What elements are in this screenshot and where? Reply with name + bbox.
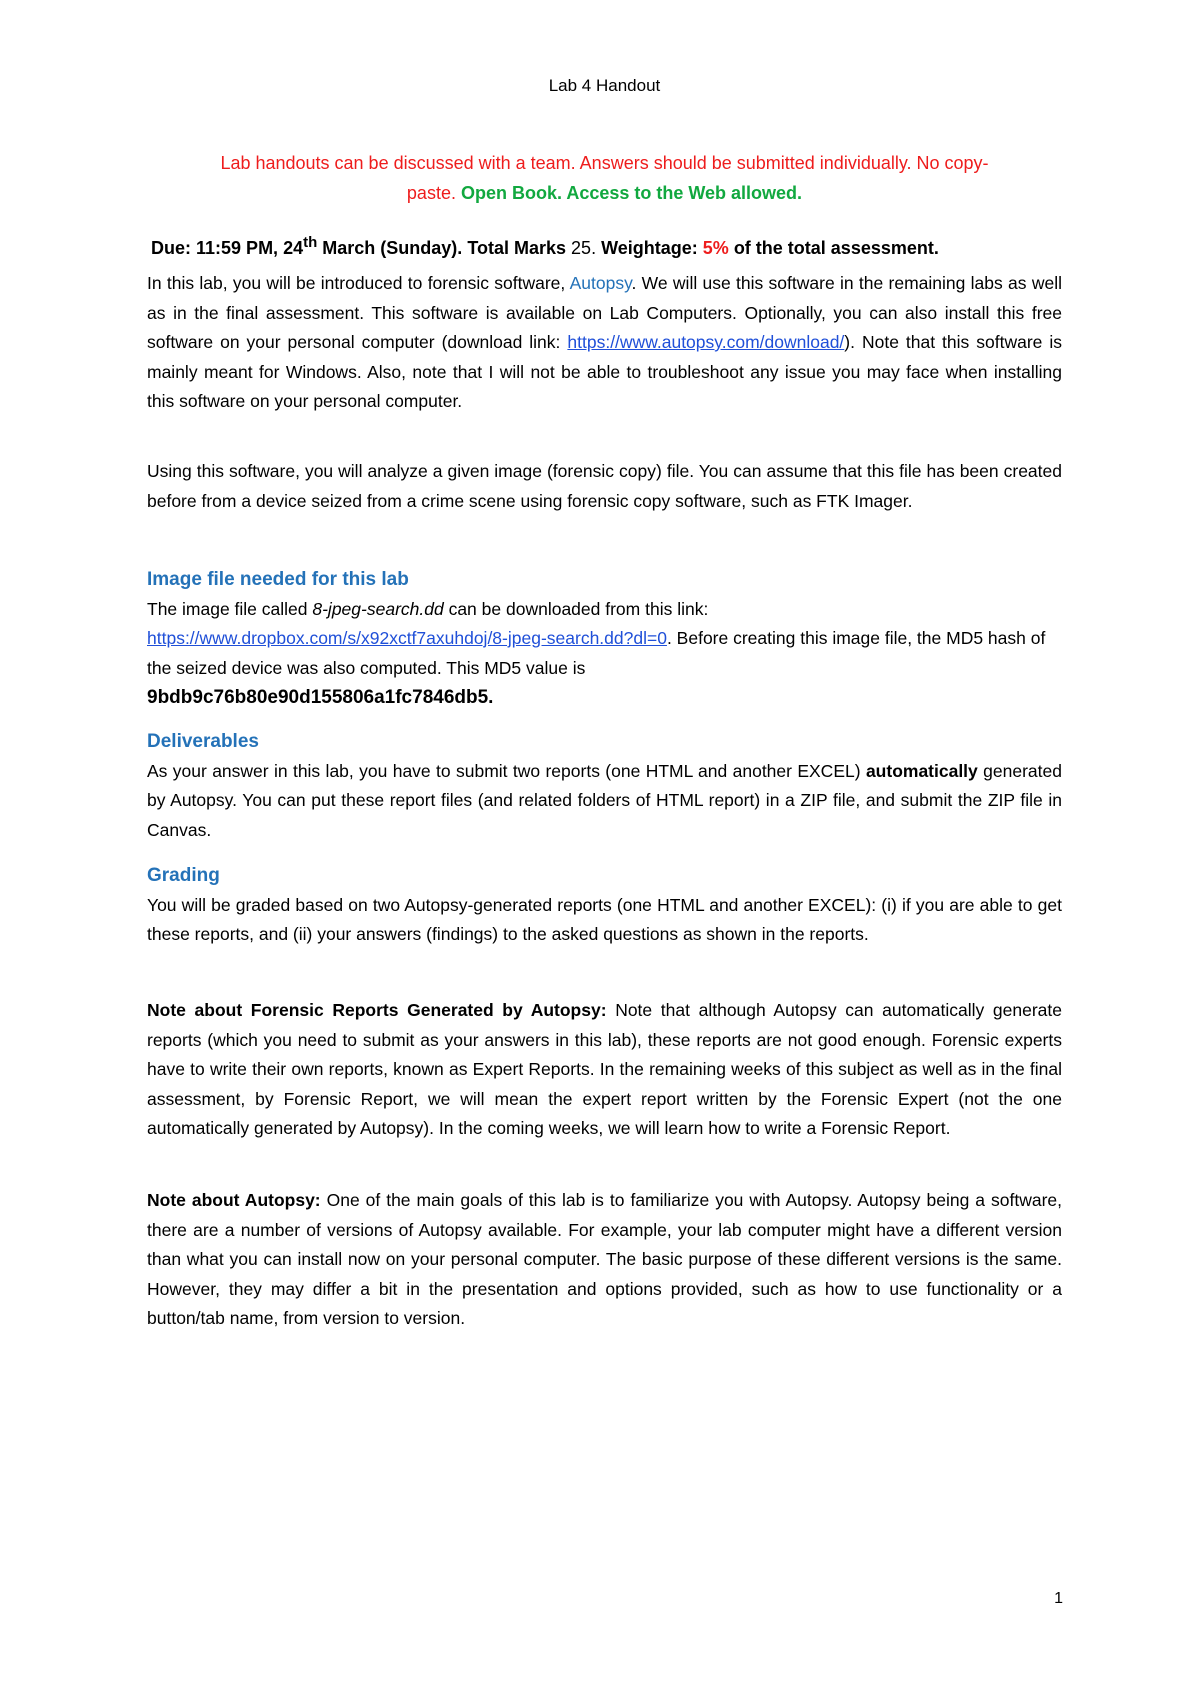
page-number: 1 (1054, 1590, 1063, 1607)
deliverables-heading: Deliverables (147, 731, 259, 752)
note-reports-label: Note about Forensic Reports Generated by Autopsy: (147, 1000, 607, 1020)
note-autopsy-paragraph: Note about Autopsy: One of the main goals of this lab is to familiarize you with Autopsy. Autopsy being a software, there are a number of versions of Autopsy available. For example, your lab computer might have a different version than what you can install now on your personal computer. The basic purpose of these different versions is the same. However, they may differ a bit in the presentation and options provided, such as how to use functionality or a button/tab name, from version to version. (147, 1190, 1062, 1328)
marks-label: Total Marks (467, 238, 567, 258)
grading-heading: Grading (147, 865, 220, 886)
grading-section (147, 861, 1062, 950)
automatically-bold: automatically (865, 760, 978, 781)
weightage-rest: of the total assessment. (733, 238, 939, 258)
image-file-heading: Image file needed for this lab (147, 569, 409, 590)
notice-red-line-2: paste. (406, 183, 456, 203)
image-filename: 8-jpeg-search.dd (312, 598, 444, 619)
autopsy-download-link[interactable]: https://www.autopsy.com/download/ (567, 332, 845, 352)
intro-paragraph: In this lab, you will be introduced to forensic software, Autopsy. We will use this software in the remaining labs as well as in the final assessment. This software is available on Lab Computers. Optionally, you can also install this free software on your personal computer (download link: https://www.autopsy.com/download/). Note that this software is mainly meant for Windows. Also, note that I will not be able to troubleshoot any issue you may face when installing this software on your personal computer. (147, 273, 1062, 411)
note-reports-paragraph: Note about Forensic Reports Generated by Autopsy: Note that although Autopsy can automatically generate reports (which you need to submit as your answers in this lab), these reports are not good enough. Forensic experts have to write their own reports, known as Expert Reports. In the remaining weeks of this subject as well as in the final assessment, by Forensic Report, we will mean the expert report written by the Forensic Expert (not the one automatically generated by Autopsy). In the coming weeks, we will learn how to write a Forensic Report. (147, 1000, 1062, 1138)
due-time: 11:59 PM, 24th (196, 234, 318, 258)
deliverables-section: Deliverables As your answer in this lab, you have to submit two reports (one HTML and another EXCEL) automatically generated by Autopsy. You can put these report files (and related folders of HTML report) in a ZIP file, and submit the ZIP file in Canvas. (147, 727, 1062, 845)
analysis-paragraph: Using this software, you will analyze a given image (forensic copy) file. You can assume that this file has been created before from a device seized from a crime scene using forensic copy software, such as FTK Imager. (147, 461, 1062, 511)
md5-value: 9bdb9c76b80e90d155806a1fc7846db5. (147, 687, 494, 708)
image-file-section: Image file needed for this lab The image file called 8-jpeg-search.dd can be downloaded from this link: https://www.dropbox.com/s/x92xctf7axuhdoj/8-jpeg-search.dd?dl=0. Before creating this image file, the MD5 hash of the seized device was also computed. This MD5 value is 9bdb9c76b80e90d155806a1fc7846db5. (147, 565, 1062, 713)
notice-green: Open Book. Access to the Web allowed. (460, 183, 803, 203)
autopsy-word: Autopsy (569, 273, 632, 293)
marks-value: 25. (571, 238, 597, 258)
due-label: Due: (151, 238, 191, 258)
dropbox-link[interactable]: https://www.dropbox.com/s/x92xctf7axuhdoj/8-jpeg-search.dd?dl=0 (147, 628, 667, 648)
note-autopsy-label: Note about Autopsy: (147, 1190, 321, 1210)
due-line (151, 234, 939, 259)
weightage-value: 5% (702, 238, 729, 258)
grading-text: You will be graded based on two Autopsy-generated reports (one HTML and another EXCEL): (i) if you are able to get these reports, and (ii) your answers (findings) to the asked questions as shown in the reports. (147, 894, 1062, 944)
due-date: March (Sunday). (322, 238, 463, 258)
page-header: Lab 4 Handout (548, 76, 661, 95)
notice-red-line-1: Lab handouts can be discussed with a team. Answers should be submitted individually. No copy- (220, 153, 989, 173)
lab-notice (147, 148, 1062, 208)
weightage-label: Weightage: (601, 238, 698, 258)
